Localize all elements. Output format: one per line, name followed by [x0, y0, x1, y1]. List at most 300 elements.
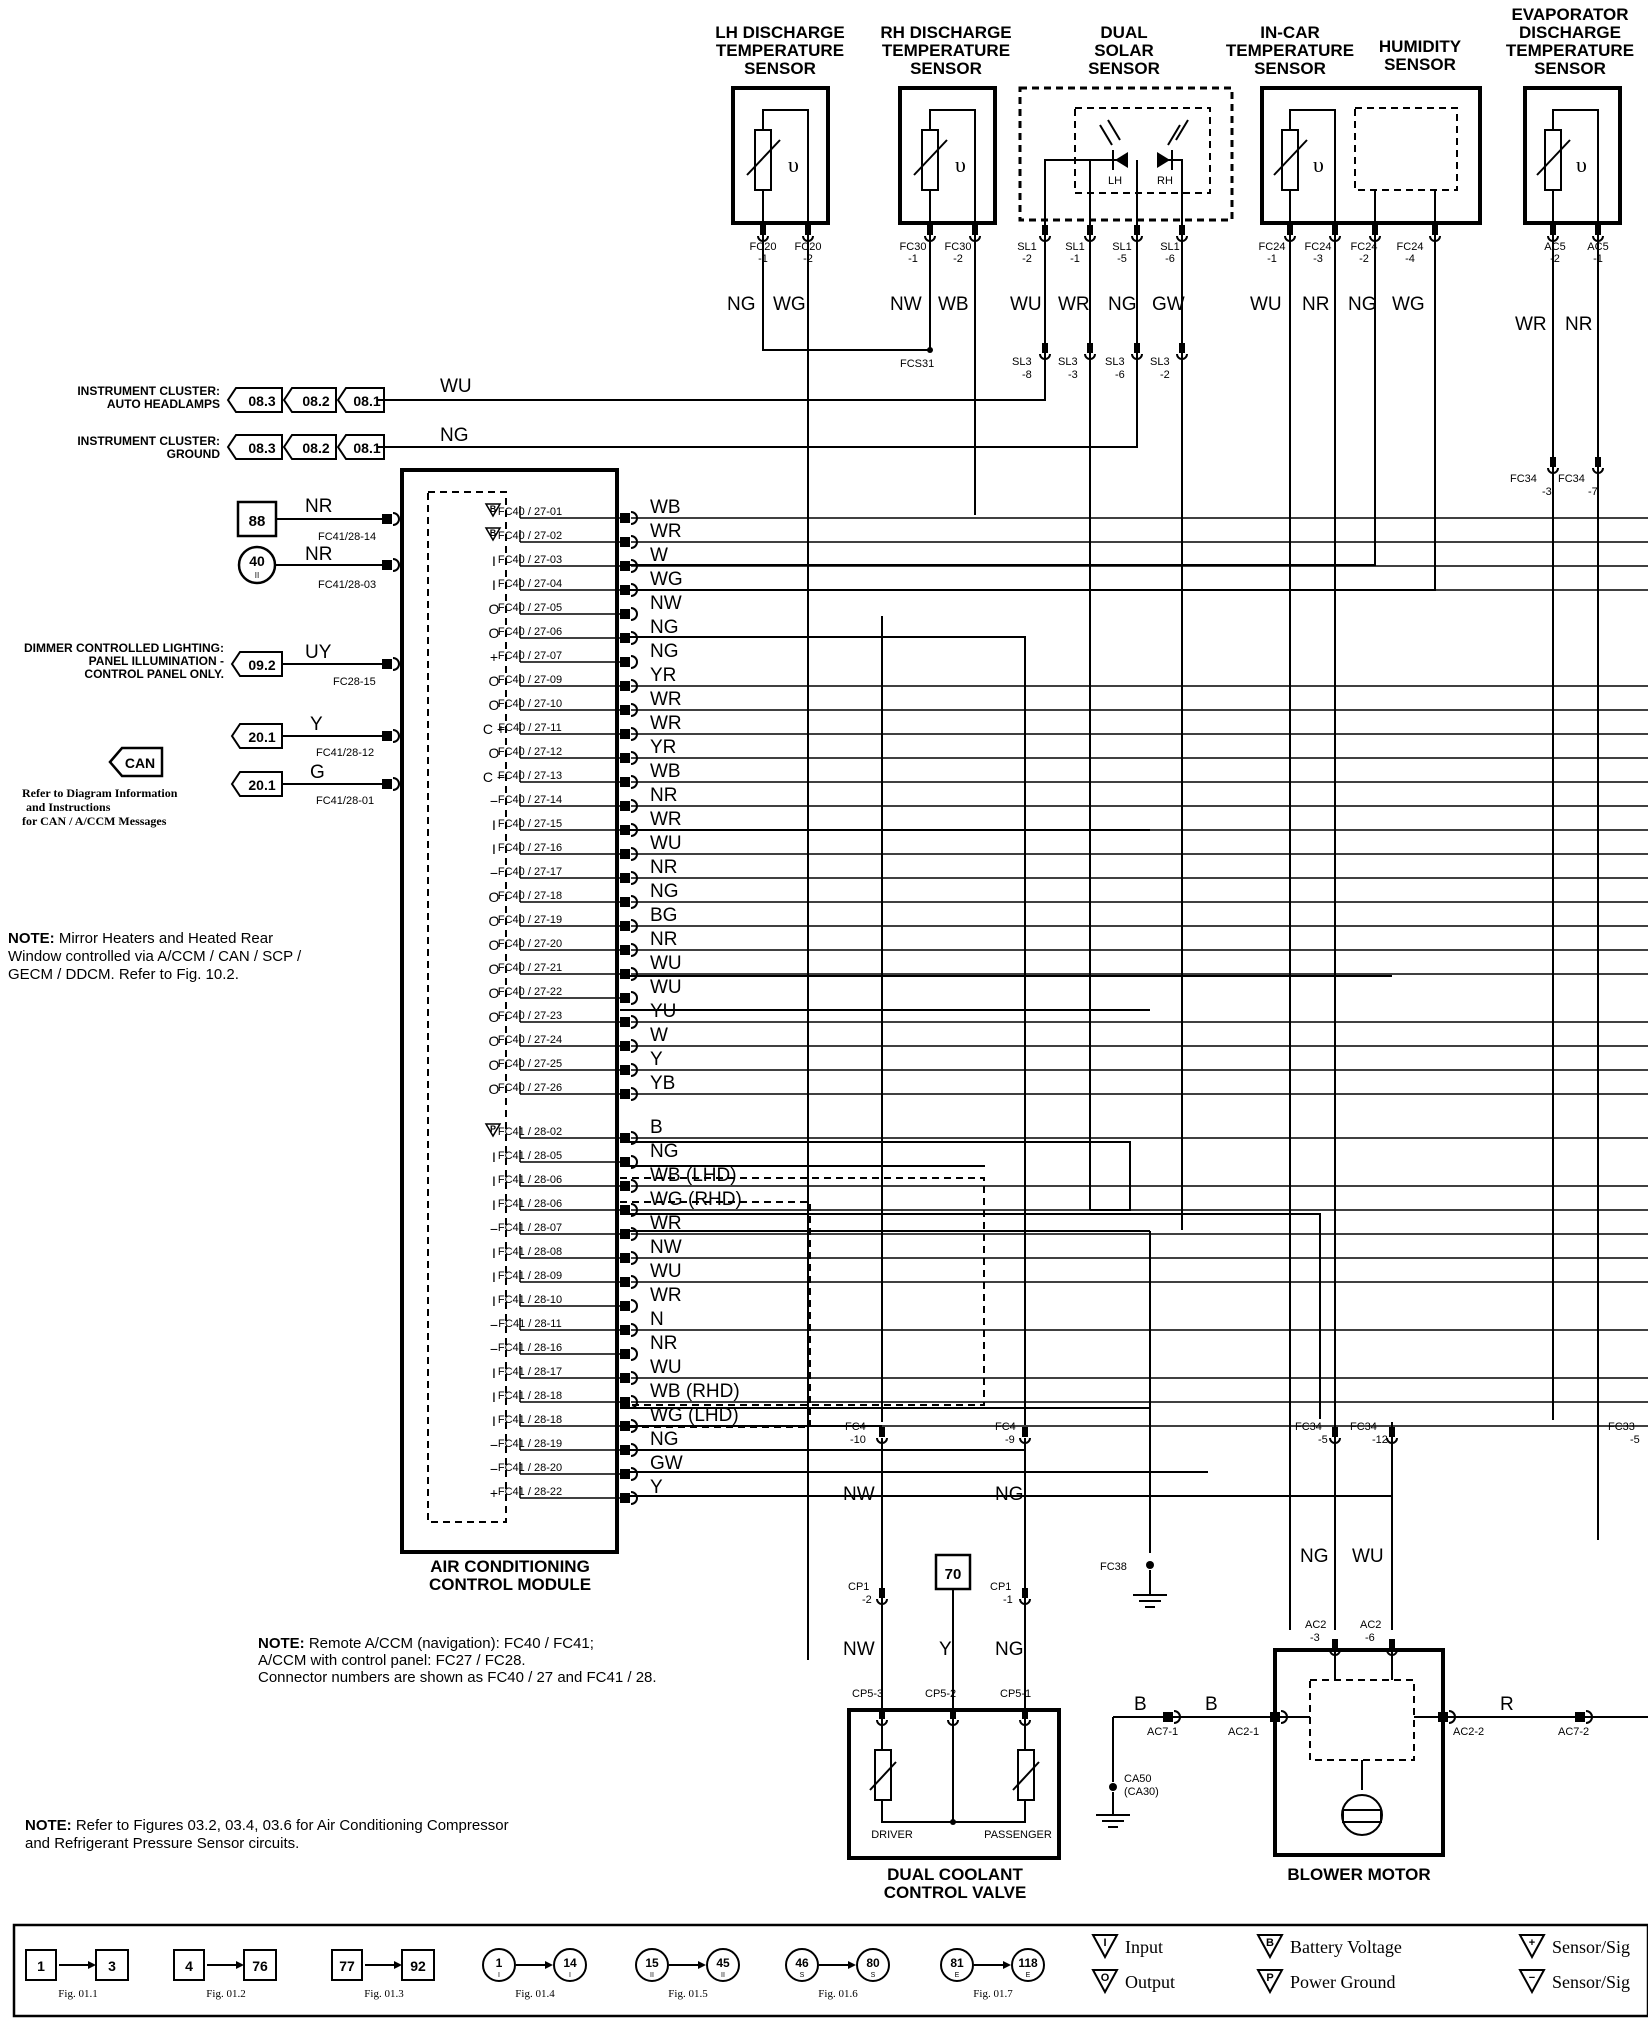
svg-text:TEMPERATURE: TEMPERATURE: [1505, 41, 1635, 60]
module-pin-row: [489, 665, 1648, 692]
pin-type-mark: O: [488, 913, 500, 929]
svg-text:FC41/28-01: FC41/28-01: [316, 795, 375, 807]
can-icon: [110, 748, 162, 776]
module-pin-row: [490, 1333, 678, 1360]
pin-label: FC40 / 27-13: [497, 770, 563, 782]
svg-text:Fig. 01.4: Fig. 01.4: [515, 1988, 555, 2000]
svg-text:CP5-1: CP5-1: [1000, 1688, 1032, 1700]
svg-text:-9: -9: [1005, 1434, 1015, 1446]
svg-text:FC30: FC30: [944, 241, 972, 253]
note-remote: [258, 1635, 657, 1686]
wire-color: N: [650, 1309, 664, 1330]
svg-text:FC34: FC34: [1510, 473, 1537, 485]
svg-text:and Refrigerant Pressure Senso: and Refrigerant Pressure Sensor circuits.: [25, 1835, 300, 1852]
pin-type-mark: O: [488, 961, 500, 977]
svg-text:FC24: FC24: [1350, 241, 1378, 253]
wire-color: NW: [650, 593, 682, 614]
module-pin-row: [492, 1285, 682, 1312]
svg-text:I: I: [1103, 1937, 1107, 1949]
module-pin-row: [490, 1213, 1648, 1240]
svg-text:R: R: [1500, 1694, 1514, 1715]
svg-text:08.1: 08.1: [353, 440, 381, 456]
svg-text:INSTRUMENT CLUSTER:: INSTRUMENT CLUSTER:: [77, 434, 220, 448]
pin-label: FC41 / 28-22: [497, 1486, 563, 1498]
wire-color: NR: [650, 929, 678, 950]
module-pin-row: [492, 545, 1648, 572]
svg-text:E: E: [954, 1972, 960, 1979]
svg-text:SENSOR: SENSOR: [1254, 59, 1326, 78]
svg-text:SL1: SL1: [1160, 241, 1180, 253]
wire-color: NR: [650, 857, 678, 878]
module-pin-row: [492, 1237, 1648, 1264]
svg-text:08.2: 08.2: [302, 440, 330, 456]
svg-text:CAN: CAN: [124, 755, 156, 771]
svg-text:77: 77: [339, 1958, 355, 1974]
pin-type-mark: O: [488, 625, 500, 641]
pin-label: FC41 / 28-20: [497, 1462, 563, 1474]
module-pin-row: [490, 1453, 683, 1480]
wire-color: NG: [650, 617, 679, 638]
pin-type-mark: O: [488, 1081, 500, 1097]
svg-text:CP5-2: CP5-2: [925, 1688, 957, 1700]
pin-type-mark: −: [489, 865, 499, 881]
module-pin-row: [483, 761, 1648, 788]
note-compressor: [25, 1817, 509, 1852]
pin-type-mark: O: [488, 985, 500, 1001]
pin-label: FC40 / 27-03: [497, 554, 563, 566]
svg-text:81: 81: [950, 1956, 964, 1970]
svg-text:-3: -3: [1068, 369, 1078, 381]
module-pin-row: [492, 1357, 1648, 1384]
svg-text:92: 92: [410, 1958, 426, 1974]
svg-text:09.2: 09.2: [248, 657, 276, 673]
svg-text:CP5-3: CP5-3: [852, 1688, 884, 1700]
module-pin-row: [489, 929, 1648, 956]
module-pin-row: [489, 737, 1648, 764]
pin-type-mark: I: [492, 1197, 496, 1213]
svg-text:CONTROL VALVE: CONTROL VALVE: [883, 1883, 1027, 1902]
svg-text:15: 15: [645, 1956, 659, 1970]
svg-text:Connector numbers are shown as: Connector numbers are shown as FC40 / 27 and FC41 / 28.: [258, 1669, 657, 1686]
svg-text:20.1: 20.1: [248, 777, 276, 793]
svg-text:-4: -4: [1405, 253, 1415, 265]
svg-text:-1: -1: [1070, 253, 1080, 265]
svg-text:IN-CAR: IN-CAR: [1260, 23, 1320, 42]
svg-text:-5: -5: [1318, 1434, 1328, 1446]
svg-text:υ: υ: [955, 152, 966, 177]
legend-symbol: [1258, 1970, 1396, 1992]
svg-text:DIMMER CONTROLLED LIGHTING:: DIMMER CONTROLLED LIGHTING:: [24, 641, 224, 655]
pin-type-mark: I: [492, 1149, 496, 1165]
svg-text:WR: WR: [1515, 314, 1547, 335]
pin-type-mark: I: [492, 1269, 496, 1285]
svg-text:FC4: FC4: [845, 1421, 866, 1433]
svg-text:-2: -2: [1022, 253, 1032, 265]
module-pin-row: [490, 1477, 663, 1504]
pin-type-mark: +: [489, 649, 499, 665]
pin-label: FC41 / 28-06: [497, 1174, 563, 1186]
pin-label: FC40 / 27-17: [497, 866, 563, 878]
svg-text:Power Ground: Power Ground: [1290, 1972, 1396, 1992]
svg-text:FC34: FC34: [1295, 1421, 1322, 1433]
svg-text:-2: -2: [862, 1594, 872, 1606]
pin-type-mark: −: [489, 1221, 499, 1237]
pin-label: FC40 / 27-18: [497, 890, 563, 902]
svg-text:RH: RH: [1157, 175, 1173, 187]
wire-color: NR: [650, 1333, 678, 1354]
pin-type-mark: C +: [482, 721, 506, 737]
svg-text:SL1: SL1: [1017, 241, 1037, 253]
svg-text:NG: NG: [995, 1639, 1024, 1660]
svg-text:NW: NW: [843, 1484, 875, 1505]
pin-label: FC40 / 27-20: [497, 938, 563, 950]
svg-text:CONTROL MODULE: CONTROL MODULE: [428, 1575, 592, 1594]
svg-text:INSTRUMENT CLUSTER:: INSTRUMENT CLUSTER:: [77, 384, 220, 398]
lh-discharge-sensor: [715, 23, 844, 315]
svg-text:-10: -10: [850, 1434, 866, 1446]
svg-text:II: II: [650, 1972, 654, 1979]
svg-text:UY: UY: [305, 642, 332, 663]
module-pin-row: [492, 1261, 1648, 1288]
pin-label: FC40 / 27-05: [497, 602, 563, 614]
svg-text:CONTROL PANEL ONLY.: CONTROL PANEL ONLY.: [84, 667, 224, 681]
dual-solar-sensor: [1010, 23, 1232, 315]
svg-text:B: B: [1134, 1694, 1147, 1715]
svg-text:S: S: [799, 1972, 805, 1979]
pin-label: FC40 / 27-07: [497, 650, 563, 662]
pin-type-mark: −: [489, 1341, 499, 1357]
module-pin-row: [489, 1025, 1648, 1052]
splice-label: FCS31: [900, 358, 935, 370]
svg-text:II: II: [254, 571, 260, 580]
module-pin-row: [489, 617, 679, 644]
svg-text:and Instructions: and Instructions: [26, 800, 111, 814]
wire-color: WR: [650, 1285, 682, 1306]
svg-text:FC28-15: FC28-15: [333, 676, 376, 688]
pin-type-mark: I: [492, 1245, 496, 1261]
pin-type-mark: −: [489, 1461, 499, 1477]
pin-label: FC40 / 27-14: [497, 794, 563, 806]
module-pin-row: [492, 569, 1648, 596]
svg-text:NG: NG: [1348, 294, 1377, 315]
pin-label: FC40 / 27-24: [497, 1034, 563, 1046]
svg-text:40: 40: [249, 553, 265, 569]
svg-text:TEMPERATURE: TEMPERATURE: [1225, 41, 1355, 60]
svg-text:FC34: FC34: [1558, 473, 1585, 485]
can-low: [232, 762, 382, 807]
svg-text:AIR CONDITIONING: AIR CONDITIONING: [430, 1557, 590, 1576]
wire-color: NR: [650, 785, 678, 806]
svg-text:1: 1: [495, 1956, 503, 1970]
svg-text:FC41/28-12: FC41/28-12: [316, 747, 375, 759]
sensor-title: SENSOR: [744, 59, 816, 78]
svg-text:NR: NR: [305, 544, 333, 565]
svg-text:AC7-1: AC7-1: [1147, 1726, 1179, 1738]
svg-text:45: 45: [716, 1956, 730, 1970]
svg-text:TEMPERATURE: TEMPERATURE: [881, 41, 1011, 60]
svg-text:SL3: SL3: [1058, 356, 1078, 368]
wire-color: B: [650, 1117, 663, 1138]
svg-text:76: 76: [252, 1958, 268, 1974]
wire-color: WG (LHD): [650, 1405, 739, 1426]
wire-color: WR: [650, 689, 682, 710]
svg-text:FC4: FC4: [995, 1421, 1016, 1433]
input-88: [238, 496, 382, 543]
svg-text:SL3: SL3: [1105, 356, 1125, 368]
legend-symbol: [1093, 1970, 1175, 1992]
pin-label: FC40 / 27-12: [497, 746, 563, 758]
motor-supply: [1096, 1694, 1648, 1827]
svg-text:Y: Y: [939, 1639, 952, 1660]
legend-range: [26, 1950, 128, 2000]
svg-text:88: 88: [248, 513, 266, 530]
svg-text:SL3: SL3: [1150, 356, 1170, 368]
pin-label: FC40 / 27-23: [497, 1010, 563, 1022]
pin-label: FC41 / 28-18: [497, 1414, 563, 1426]
pin-type-mark: O: [488, 1033, 500, 1049]
svg-text:for CAN / A/CCM Messages: for CAN / A/CCM Messages: [22, 814, 167, 828]
pin-type-mark: I: [492, 841, 496, 857]
svg-text:08.2: 08.2: [302, 393, 330, 409]
pin-label: FC40 / 27-25: [497, 1058, 563, 1070]
wire-color: YB: [650, 1073, 676, 1094]
module-pin-row: [492, 1381, 1648, 1408]
svg-text:NOTE: Mirror Heaters and Heate: NOTE: Mirror Heaters and Heated Rear: [8, 930, 274, 947]
pin-label: FC40 / 27-16: [497, 842, 563, 854]
svg-text:+: +: [1528, 1937, 1536, 1949]
svg-text:NR: NR: [1565, 314, 1593, 335]
in-car-temp-sensor: [1226, 23, 1480, 315]
pin-type-mark: −: [489, 1437, 499, 1453]
svg-text:-5: -5: [1117, 253, 1127, 265]
wire-color: WU: [650, 1261, 682, 1282]
svg-text:Fig. 01.6: Fig. 01.6: [818, 1988, 858, 2000]
pin-type-mark: O: [488, 601, 500, 617]
svg-text:08.3: 08.3: [248, 440, 276, 456]
wire-color: W: [650, 545, 668, 566]
svg-text:PASSENGER: PASSENGER: [984, 1829, 1052, 1841]
svg-text:-7: -7: [1588, 486, 1598, 498]
legend-range: [636, 1949, 739, 2000]
dual-coolant-valve: [843, 1421, 1059, 1902]
svg-text:DISCHARGE: DISCHARGE: [1518, 23, 1622, 42]
svg-text:B: B: [489, 528, 497, 538]
evaporator-sensor: [1506, 5, 1634, 335]
wire-color: WU: [650, 953, 682, 974]
wire-color: NG: [650, 881, 679, 902]
svg-text:FC41/28-03: FC41/28-03: [318, 579, 377, 591]
input-40: [239, 544, 382, 591]
svg-text:υ: υ: [1576, 152, 1587, 177]
pin-type-mark: +: [489, 1485, 499, 1501]
module-pin-row: [483, 713, 1648, 740]
svg-text:-5: -5: [1630, 1434, 1640, 1446]
pin-label: FC40 / 27-21: [497, 962, 563, 974]
wire-color: WR: [650, 809, 682, 830]
svg-text:AC7-2: AC7-2: [1558, 1726, 1590, 1738]
svg-text:FC24: FC24: [1258, 241, 1286, 253]
legend-range: [332, 1950, 434, 2000]
note-mirror: [8, 930, 302, 983]
dimmer-lighting: [24, 641, 382, 688]
svg-text:80: 80: [866, 1956, 880, 1970]
svg-text:B: B: [1205, 1694, 1218, 1715]
legend-ranges: [26, 1949, 1044, 2000]
svg-text:υ: υ: [1313, 152, 1324, 177]
svg-text:SL3: SL3: [1012, 356, 1032, 368]
svg-text:FC38: FC38: [1100, 1561, 1127, 1573]
svg-text:P: P: [489, 1124, 497, 1134]
pin-type-mark: O: [488, 1057, 500, 1073]
legend: [14, 1925, 1648, 2016]
svg-text:II: II: [721, 1972, 725, 1979]
svg-text:I: I: [569, 1972, 571, 1979]
wire-color: WU: [650, 1357, 682, 1378]
svg-text:Output: Output: [1125, 1972, 1176, 1992]
legend-symbol: [1258, 1935, 1402, 1957]
svg-text:AC5: AC5: [1587, 241, 1609, 253]
wire-color: YU: [650, 1001, 677, 1022]
pin-type-mark: I: [492, 1293, 496, 1309]
module-pin-row: [489, 905, 1648, 932]
wire-color: Y: [650, 1477, 663, 1498]
svg-text:Fig. 01.2: Fig. 01.2: [206, 1988, 246, 2000]
can-high: [232, 714, 382, 759]
svg-text:AC2-1: AC2-1: [1228, 1726, 1260, 1738]
svg-text:FC30: FC30: [899, 241, 927, 253]
wire-color: NW: [650, 1237, 682, 1258]
svg-text:SENSOR: SENSOR: [910, 59, 982, 78]
svg-text:WR: WR: [1058, 294, 1090, 315]
svg-text:BLOWER MOTOR: BLOWER MOTOR: [1287, 1865, 1431, 1884]
svg-text:AC2: AC2: [1360, 1619, 1382, 1631]
svg-text:-3: -3: [1310, 1632, 1320, 1644]
pin-type-mark: O: [488, 673, 500, 689]
legend-range: [941, 1949, 1044, 2000]
pin-type-mark: I: [492, 577, 496, 593]
svg-text:NG: NG: [440, 425, 469, 446]
module-pin-row: [489, 1049, 1648, 1076]
pin-label: FC41 / 28-18: [497, 1390, 563, 1402]
svg-text:GECM / DDCM. Refer to Fig. 10.: GECM / DDCM. Refer to Fig. 10.2.: [8, 966, 239, 983]
svg-text:SL1: SL1: [1112, 241, 1132, 253]
pin-label: FC41 / 28-17: [497, 1366, 563, 1378]
pin-label: FC40 / 27-19: [497, 914, 563, 926]
svg-text:B: B: [1266, 1937, 1274, 1949]
wire-color: WR: [650, 713, 682, 734]
pin-label: FC41 / 28-16: [497, 1342, 563, 1354]
legend-symbols: [1093, 1935, 1630, 1992]
svg-text:EVAPORATOR: EVAPORATOR: [1511, 5, 1629, 24]
module-pin-row: [490, 1309, 1648, 1336]
svg-text:RH DISCHARGE: RH DISCHARGE: [880, 23, 1012, 42]
module-pin-row: [490, 785, 1648, 812]
pin-label: FC41 / 28-02: [497, 1126, 563, 1138]
pin-type-mark: −: [489, 1317, 499, 1333]
pin-label: FC41 / 28-19: [497, 1438, 563, 1450]
svg-text:Fig. 01.7: Fig. 01.7: [973, 1988, 1013, 2000]
svg-text:-2: -2: [1160, 369, 1170, 381]
pin-type-mark: O: [488, 697, 500, 713]
legend-symbol: [1520, 1935, 1630, 1957]
svg-text:-6: -6: [1165, 253, 1175, 265]
module-pin-row: [492, 1189, 1648, 1216]
legend-range: [786, 1949, 889, 2000]
legend-range: [174, 1950, 276, 2000]
blower-motor: [1275, 1421, 1640, 1884]
svg-text:−: −: [1528, 1972, 1536, 1984]
svg-text:G: G: [310, 762, 325, 783]
svg-text:NG: NG: [995, 1484, 1024, 1505]
svg-text:1: 1: [37, 1958, 45, 1974]
svg-text:-8: -8: [1022, 369, 1032, 381]
module-pin-row: [492, 833, 1648, 860]
svg-text:WU: WU: [440, 376, 472, 397]
svg-text:P: P: [1266, 1972, 1274, 1984]
svg-text:NR: NR: [1302, 294, 1330, 315]
pin-type-mark: I: [492, 817, 496, 833]
svg-text:Window controlled via A/CCM /: Window controlled via A/CCM / CAN / SCP /: [8, 948, 302, 965]
can-note: Refer to Diagram Information: [22, 786, 178, 800]
svg-text:-6: -6: [1115, 369, 1125, 381]
pin-type-mark: O: [488, 889, 500, 905]
module-pin-row: [490, 1429, 679, 1456]
pin-type-mark: O: [488, 745, 500, 761]
fc38-ground: [1100, 1231, 1167, 1607]
svg-text:WB: WB: [938, 294, 969, 315]
wire-color: NG: [650, 1141, 679, 1162]
pin-label: FC40 / 27-15: [497, 818, 563, 830]
pin-type-mark: I: [492, 1389, 496, 1405]
cluster-auto-headlamps: [77, 376, 471, 412]
svg-text:LH: LH: [1107, 175, 1123, 187]
pin-label: FC40 / 27-22: [497, 986, 563, 998]
svg-text:118: 118: [1018, 1956, 1038, 1970]
svg-text:HUMIDITY: HUMIDITY: [1378, 37, 1462, 56]
svg-text:WU: WU: [1250, 294, 1282, 315]
legend-symbol: [1093, 1935, 1163, 1957]
svg-text:S: S: [870, 1972, 876, 1979]
pin-label: FC41 / 28-07: [497, 1222, 563, 1234]
sensor-title: TEMPERATURE: [715, 41, 845, 60]
svg-text:NOTE: Remote A/CCM (navigation: NOTE: Remote A/CCM (navigation): FC40 / FC41;: [258, 1635, 594, 1652]
pin-label: FC41 / 28-11: [498, 1318, 562, 1330]
svg-text:SENSOR: SENSOR: [1534, 59, 1606, 78]
legend-range: [483, 1949, 586, 2000]
module-pin-row: [489, 593, 682, 620]
svg-text:NR: NR: [305, 496, 333, 517]
svg-text:46: 46: [795, 1956, 809, 1970]
svg-text:CA50: CA50: [1124, 1773, 1152, 1785]
pin-type-mark: I: [492, 1413, 496, 1429]
svg-text:SENSOR: SENSOR: [1384, 55, 1456, 74]
pin-label: FC40 / 27-10: [497, 698, 563, 710]
wire-color: BG: [650, 905, 678, 926]
pin-type-mark: −: [489, 793, 499, 809]
wire-color: WR: [650, 521, 682, 542]
module-pin-row: [490, 857, 1648, 884]
svg-text:WG: WG: [1392, 294, 1425, 315]
module-pin-row: [492, 809, 1648, 836]
module-pin-row: [490, 641, 679, 668]
wire-color: WB: [650, 761, 681, 782]
svg-text:WU: WU: [1010, 294, 1042, 315]
module-pin-row: [489, 689, 1648, 716]
wire-color: WB (RHD): [650, 1381, 740, 1402]
svg-text:4: 4: [185, 1958, 193, 1974]
svg-text:(CA30): (CA30): [1124, 1786, 1159, 1798]
module-pin-row: [486, 521, 1648, 548]
